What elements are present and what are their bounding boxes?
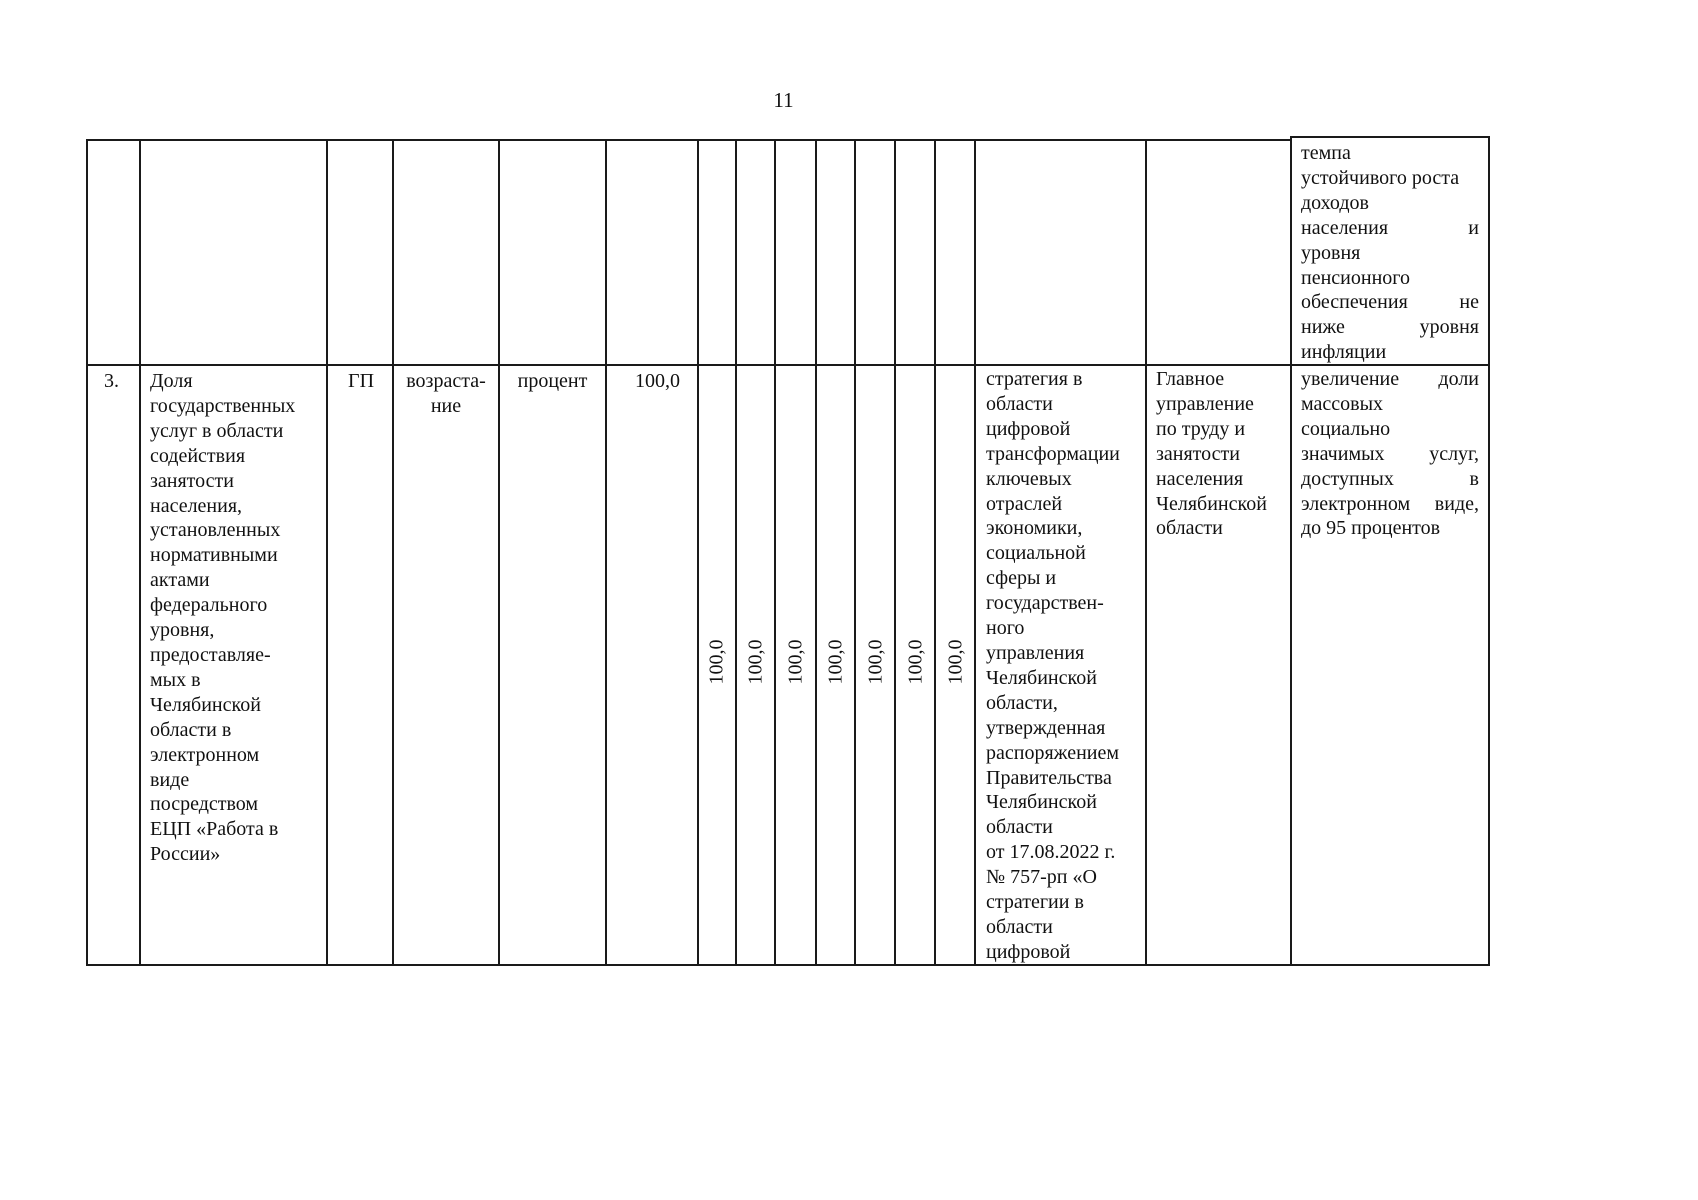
goal-line: обеспечения не xyxy=(1301,291,1479,314)
col-border xyxy=(326,139,328,966)
table-bottom-border xyxy=(86,964,1490,966)
prev-row-goal xyxy=(1301,141,1479,365)
col-border xyxy=(1290,136,1292,966)
responsible-body: Главное управление по труду и занятости населения Челябинской области xyxy=(1156,368,1267,540)
goal-line: инфляции xyxy=(1301,341,1387,364)
row-goal xyxy=(1301,367,1479,541)
year-value: 100,0 xyxy=(744,639,767,685)
goal-line: темпа xyxy=(1301,142,1351,164)
col-border xyxy=(735,139,737,966)
goal-line: устойчивого роста xyxy=(1301,166,1460,189)
row-divider xyxy=(86,364,1490,366)
indicator-name: Доля государственных услуг в области содействия занятости населения, установленных нормативными актами федерального уровня, предоставляе- мых в Челябинской области в электронном виде посредством ЕЦП «Работа в России» xyxy=(150,370,296,866)
year-value: 100,0 xyxy=(904,639,927,685)
goal-line: увеличение доли xyxy=(1301,368,1479,390)
col-border xyxy=(934,139,936,966)
indicator-level: ГП xyxy=(348,370,375,392)
goal-line: населения и xyxy=(1301,216,1479,239)
table-top-border xyxy=(86,139,1291,141)
table-top-border-last-col xyxy=(1290,136,1490,138)
goal-line: электронном виде, xyxy=(1301,492,1479,515)
col-border xyxy=(1145,139,1147,966)
goal-line: уровня xyxy=(1301,241,1361,264)
goal-line: массовых xyxy=(1301,392,1384,415)
goal-line: пенсионного xyxy=(1301,266,1410,289)
goal-line: доходов xyxy=(1301,191,1369,214)
strategic-document: стратегия в области цифровой трансформации ключевых отраслей экономики, социальной сферы и государствен- ного управления Челябинской области, утвержденная распоряжением Правительства Челябинской области от 17.08.2022 г. № 757-рп «О стратегии в области цифровой xyxy=(986,368,1120,963)
col-border xyxy=(605,139,607,966)
goal-line: значимых услуг, xyxy=(1301,442,1479,465)
col-border xyxy=(774,139,776,966)
col-border xyxy=(697,139,699,966)
indicator-unit: процент xyxy=(517,370,588,392)
col-border xyxy=(86,139,88,966)
col-border xyxy=(974,139,976,966)
col-border xyxy=(1488,136,1490,966)
col-border xyxy=(392,139,394,966)
col-border xyxy=(894,139,896,966)
col-border xyxy=(854,139,856,966)
year-value: 100,0 xyxy=(784,639,807,685)
goal-line: до 95 процентов xyxy=(1301,517,1441,540)
goal-line: доступных в xyxy=(1301,467,1479,490)
indicator-trend: возраста- ние xyxy=(406,370,486,417)
year-value: 100,0 xyxy=(944,639,967,685)
col-border xyxy=(498,139,500,966)
year-value: 100,0 xyxy=(824,639,847,685)
base-value: 100,0 xyxy=(635,370,680,392)
goal-line: социально xyxy=(1301,417,1391,440)
year-value: 100,0 xyxy=(864,639,887,685)
row-number: 3. xyxy=(104,370,119,392)
goal-line: ниже уровня xyxy=(1301,316,1479,339)
year-value: 100,0 xyxy=(705,639,728,685)
page-number: 11 xyxy=(773,88,794,112)
col-border xyxy=(139,139,141,966)
col-border xyxy=(815,139,817,966)
